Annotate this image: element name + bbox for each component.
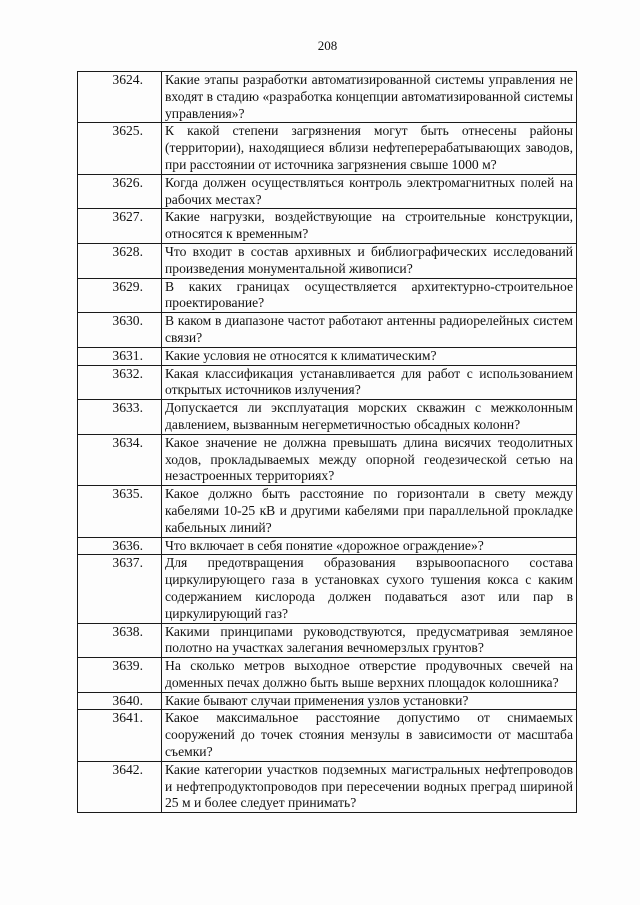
question-text: Для предотвращения образования взрывоопасного состава циркулирующего газа в установках сухого тушения кокса с каким содержанием кислорода должен подаваться азот или пар в циркулирующий газ? — [162, 555, 577, 623]
question-text: Какие нагрузки, воздействующие на строительные конструкции, относятся к временным? — [162, 209, 577, 244]
table-row — [78, 710, 577, 761]
table-row — [78, 313, 577, 348]
question-number: 3640. — [78, 692, 162, 710]
question-number: 3639. — [78, 658, 162, 693]
question-text: В каких границах осуществляется архитектурно-строительное проектирование? — [162, 278, 577, 313]
table-row — [78, 209, 577, 244]
questions-table — [77, 71, 577, 813]
question-text: Какие этапы разработки автоматизированной системы управления не входят в стадию «разработка концепции автоматизированной системы управления»? — [162, 72, 577, 123]
question-number: 3634. — [78, 434, 162, 485]
question-text: К какой степени загрязнения могут быть отнесены районы (территории), находящиеся вблизи нефтеперерабатывающих заводов, при расстоянии от источника загрязнения свыше 1000 м? — [162, 123, 577, 174]
table-row — [78, 365, 577, 400]
table-row — [78, 623, 577, 658]
table-row — [78, 123, 577, 174]
question-number: 3627. — [78, 209, 162, 244]
question-text: Какие условия не относятся к климатическим? — [162, 347, 577, 365]
page-number: 208 — [317, 38, 338, 53]
question-number: 3636. — [78, 537, 162, 555]
question-text: На сколько метров выходное отверстие продувочных свечей на доменных печах должно быть выше верхних площадок колошника? — [162, 658, 577, 693]
question-number: 3630. — [78, 313, 162, 348]
table-row — [78, 434, 577, 485]
question-text: Когда должен осуществляться контроль электромагнитных полей на рабочих местах? — [162, 174, 577, 209]
question-text: Какая классификация устанавливается для работ с использованием открытых источников излучения? — [162, 365, 577, 400]
question-number: 3642. — [78, 761, 162, 812]
table-row — [78, 400, 577, 435]
question-text: Допускается ли эксплуатация морских скважин с межколонным давлением, вызванным негерметичностью обсадных колонн? — [162, 400, 577, 435]
table-row — [78, 658, 577, 693]
question-number: 3626. — [78, 174, 162, 209]
question-number: 3633. — [78, 400, 162, 435]
table-row — [78, 347, 577, 365]
question-number: 3641. — [78, 710, 162, 761]
question-text: Какое максимальное расстояние допустимо от снимаемых сооружений до точек стояния мензулы в зависимости от масштаба съемки? — [162, 710, 577, 761]
question-text: Какое значение не должна превышать длина висячих теодолитных ходов, прокладываемых между опорной геодезической сетью на незастроенных территориях? — [162, 434, 577, 485]
question-number: 3631. — [78, 347, 162, 365]
questions-table-body — [78, 72, 577, 813]
question-text: Что входит в состав архивных и библиографических исследований произведения монументальной живописи? — [162, 243, 577, 278]
table-row — [78, 692, 577, 710]
question-number: 3638. — [78, 623, 162, 658]
question-number: 3629. — [78, 278, 162, 313]
question-text: Какие бывают случаи применения узлов установки? — [162, 692, 577, 710]
question-number: 3628. — [78, 243, 162, 278]
question-text: В каком в диапазоне частот работают антенны радиорелейных систем связи? — [162, 313, 577, 348]
question-number: 3635. — [78, 486, 162, 537]
table-row — [78, 537, 577, 555]
table-row — [78, 243, 577, 278]
table-row — [78, 486, 577, 537]
question-text: Какие категории участков подземных магистральных нефтепроводов и нефтепродуктопроводов при пересечении водных преград шириной 25 м и более следует принимать? — [162, 761, 577, 812]
table-row — [78, 72, 577, 123]
question-text: Какими принципами руководствуются, предусматривая земляное полотно на участках залегания вечномерзлых грунтов? — [162, 623, 577, 658]
question-number: 3632. — [78, 365, 162, 400]
question-number: 3637. — [78, 555, 162, 623]
table-row — [78, 174, 577, 209]
question-number: 3625. — [78, 123, 162, 174]
question-number: 3624. — [78, 72, 162, 123]
question-text: Что включает в себя понятие «дорожное ограждение»? — [162, 537, 577, 555]
table-row — [78, 278, 577, 313]
table-row — [78, 761, 577, 812]
question-text: Какое должно быть расстояние по горизонтали в свету между кабелями 10-25 кВ и другими кабелями при параллельной прокладке кабельных линий? — [162, 486, 577, 537]
table-row — [78, 555, 577, 623]
